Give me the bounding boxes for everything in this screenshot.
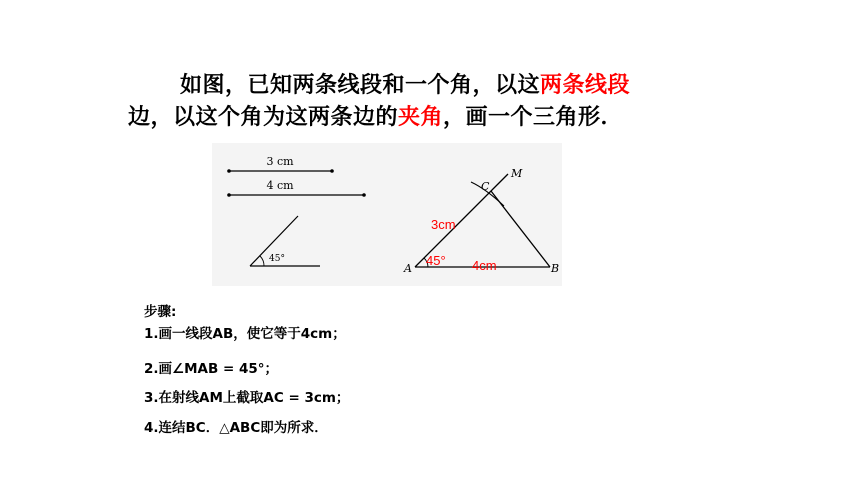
segment-endpoint bbox=[330, 169, 334, 173]
step-4: 4.连结BC．△ABC即为所求． bbox=[144, 420, 328, 436]
title-line-2 bbox=[128, 100, 623, 131]
point-b-label: B bbox=[551, 262, 560, 275]
title-highlight-two-segments: 两条线段 bbox=[540, 73, 631, 98]
title-text: ，画一个三角形． bbox=[443, 105, 624, 130]
title-text: 如图，已知两条线段和一个角，以这 bbox=[180, 73, 541, 98]
segment-endpoint bbox=[227, 193, 231, 197]
point-c-label: C bbox=[481, 180, 490, 193]
step-3: 3.在射线AM上截取AC = 3cm； bbox=[144, 390, 350, 406]
red-label-ab: 4cm bbox=[472, 258, 497, 273]
red-label-angle: 45° bbox=[426, 253, 446, 268]
point-m-label: M bbox=[511, 167, 523, 180]
title-highlight-included-angle: 夹角 bbox=[398, 105, 444, 130]
step-2: 2.画∠MAB = 45°； bbox=[144, 361, 279, 377]
segment-endpoint bbox=[362, 193, 366, 197]
title-line-1 bbox=[180, 68, 630, 99]
figure-panel bbox=[212, 143, 562, 286]
point-a-label: A bbox=[404, 262, 412, 275]
segment-endpoint bbox=[227, 169, 231, 173]
given-segment-4cm-label: 4 cm bbox=[266, 179, 294, 192]
given-angle-label: 45° bbox=[269, 254, 285, 264]
construction-figure bbox=[212, 143, 562, 286]
given-angle-arc bbox=[260, 256, 264, 266]
step-1: 1.画一线段AB，使它等于4cm； bbox=[144, 326, 346, 342]
given-segment-3cm-label: 3 cm bbox=[266, 155, 294, 168]
steps-heading: 步骤: bbox=[144, 304, 177, 320]
title-text: 边，以这个角为这两条边的 bbox=[128, 105, 399, 130]
red-label-ac: 3cm bbox=[431, 217, 456, 232]
